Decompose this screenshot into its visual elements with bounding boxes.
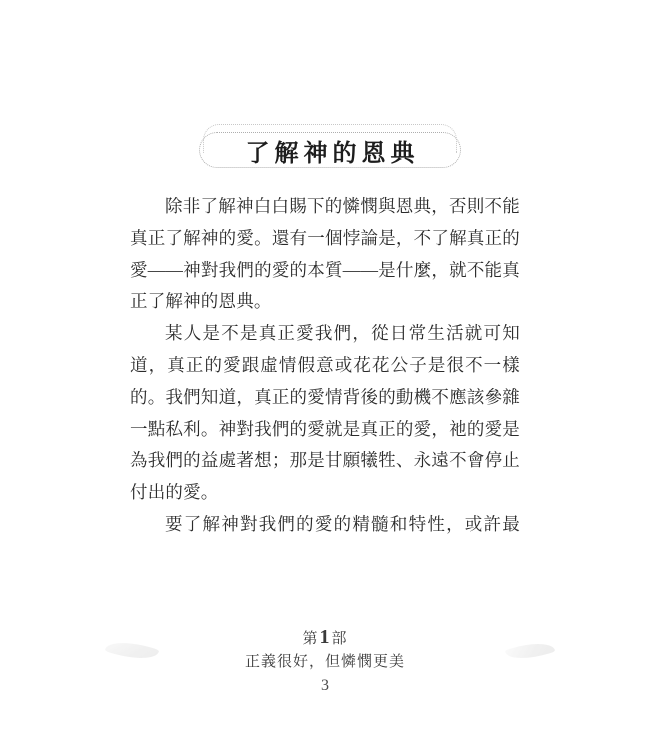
body-text-line: 要了解神對我們的愛的精髓和特性，或許最 <box>165 513 520 534</box>
part-suffix: 部 <box>331 631 348 647</box>
body-text-line: 道，真正的愛跟虛情假意或花花公子是很不一樣 <box>130 354 520 375</box>
body-text-line: 的。我們知道，真正的愛情背後的動機不應該參雜 <box>130 386 520 407</box>
part-label <box>0 626 650 649</box>
body-text-line: 一點私利。神對我們的愛就是真正的愛，祂的愛是 <box>130 418 520 439</box>
chapter-title-box <box>199 132 461 168</box>
body-text-line: 愛——神對我們的愛的本質——是什麼，就不能真 <box>130 259 520 280</box>
body-text-line: 真正了解神的愛。還有一個悖論是，不了解真正的 <box>130 227 520 248</box>
part-subtitle: 正義很好，但憐憫更美 <box>244 654 405 670</box>
body-text-line: 某人是不是真正愛我們，從日常生活就可知 <box>165 323 520 344</box>
body-text-line: 付出的愛。 <box>130 482 219 503</box>
part-number: 1 <box>319 626 331 648</box>
body-text-block <box>130 191 520 541</box>
body-text-line: 除非了解神白白賜下的憐憫與恩典，否則不能 <box>165 196 520 216</box>
body-text-line: 為我們的益處著想；那是甘願犧牲、永遠不會停止 <box>130 450 520 471</box>
chapter-title: 了解神的恩典 <box>245 140 420 167</box>
page-number: 3 <box>321 677 329 694</box>
body-text-line: 正了解神的恩典。 <box>130 291 272 312</box>
part-prefix: 第 <box>302 631 319 647</box>
